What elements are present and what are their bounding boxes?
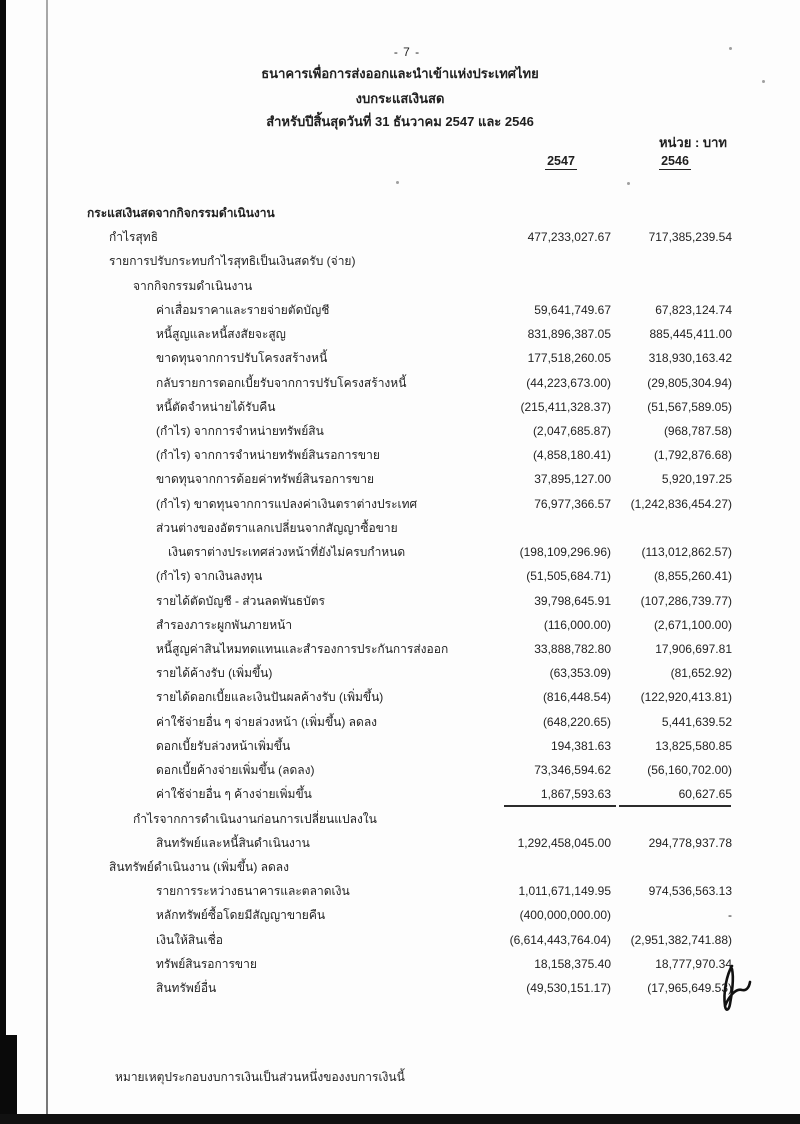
row-label: เงินตราต่างประเทศล่วงหน้าที่ยังไม่ครบกำหนด — [168, 545, 406, 560]
row-label: ค่าใช้จ่ายอื่น ๆ จ่ายล่วงหน้า (เพิ่มขึ้น) ลดลง — [156, 714, 378, 729]
table-row — [0, 831, 800, 855]
value-2546: 18,777,970.34 — [655, 956, 732, 971]
value-2546: (17,965,649.53) — [647, 981, 732, 996]
subtotal-rule-2547 — [504, 805, 616, 807]
row-label: กลับรายการดอกเบี้ยรับจากการปรับโครงสร้างหนี้ — [156, 375, 407, 390]
table-row — [0, 467, 800, 491]
value-2546: (56,160,702.00) — [647, 763, 732, 778]
row-label: ค่าใช้จ่ายอื่น ๆ ค้างจ่ายเพิ่มขึ้น — [156, 787, 312, 802]
value-2547: (51,505,684.71) — [526, 569, 611, 584]
value-2546: 318,930,163.42 — [648, 351, 732, 366]
row-label: รายได้ดอกเบี้ยและเงินปันผลค้างรับ (เพิ่มขึ้น) — [156, 690, 384, 705]
table-row — [0, 419, 800, 443]
value-2547: (215,411,328.37) — [520, 399, 611, 414]
row-label: ดอกเบี้ยรับล่วงหน้าเพิ่มขึ้น — [156, 738, 291, 753]
row-label: รายการระหว่างธนาคารและตลาดเงิน — [156, 884, 350, 899]
value-2547: (6,614,443,764.04) — [509, 932, 611, 947]
row-label: ดอกเบี้ยค้างจ่ายเพิ่มขึ้น (ลดลง) — [156, 763, 315, 778]
table-row — [0, 903, 800, 927]
value-2547: (198,109,296.96) — [519, 545, 611, 560]
value-2546: (122,920,413.81) — [640, 690, 732, 705]
row-label: หนี้สูญค่าสินไหมทดแทนและสำรองการประกันการส่งออก — [156, 641, 449, 656]
table-row — [0, 540, 800, 564]
row-label: หลักทรัพย์ซื้อโดยมีสัญญาขายคืน — [156, 908, 326, 923]
statement-title: งบกระแสเงินสด — [355, 91, 445, 106]
value-2547: 73,346,594.62 — [534, 763, 611, 778]
row-label: สินทรัพย์ดำเนินงาน (เพิ่มขึ้น) ลดลง — [109, 859, 290, 874]
table-row — [0, 928, 800, 952]
value-2547: 1,011,671,149.95 — [518, 884, 611, 899]
table-row — [0, 516, 800, 540]
value-2546: (968,787.58) — [663, 423, 732, 438]
row-label: ส่วนต่างของอัตราแลกเปลี่ยนจากสัญญาซื้อขาย — [156, 520, 398, 535]
row-label: (กำไร) จากเงินลงทุน — [156, 569, 263, 584]
table-row — [0, 395, 800, 419]
table-row — [0, 249, 800, 273]
value-2546: 5,920,197.25 — [661, 472, 732, 487]
value-2546: 294,778,937.78 — [648, 835, 732, 850]
table-row — [0, 274, 800, 298]
value-2547: (44,223,673.00) — [526, 375, 611, 390]
value-2546: 13,825,580.85 — [655, 738, 732, 753]
value-2546: 60,627.65 — [678, 787, 732, 802]
table-row — [0, 710, 800, 734]
value-2546: 5,441,639.52 — [661, 714, 732, 729]
table-row — [0, 589, 800, 613]
organization-title: ธนาคารเพื่อการส่งออกและนำเข้าแห่งประเทศไทย — [261, 66, 539, 81]
row-label: (กำไร) ขาดทุนจากการแปลงค่าเงินตราต่างประเทศ — [156, 496, 418, 511]
value-2546: (29,805,304.94) — [647, 375, 732, 390]
value-2547: 37,895,127.00 — [534, 472, 611, 487]
table-row — [0, 758, 800, 782]
scan-edge-left-bottom — [0, 1035, 17, 1124]
row-label: กระแสเงินสดจากกิจกรรมดำเนินงาน — [87, 206, 275, 220]
value-2547: 477,233,027.67 — [527, 230, 611, 245]
row-label: เงินให้สินเชื่อ — [156, 932, 223, 947]
table-row — [0, 976, 800, 1000]
value-2546: (2,951,382,741.88) — [630, 932, 732, 947]
table-row — [0, 492, 800, 516]
value-2547: (63,353.09) — [549, 666, 611, 681]
row-label: รายได้ตัดบัญชี - ส่วนลดพันธบัตร — [156, 593, 325, 608]
table-row — [0, 782, 800, 806]
value-2546: (113,012,862.57) — [641, 545, 732, 560]
value-2546: (8,855,260.41) — [653, 569, 732, 584]
value-2546: (1,792,876.68) — [653, 448, 732, 463]
row-label: ทรัพย์สินรอการขาย — [156, 956, 257, 971]
value-2547: (2,047,685.87) — [532, 423, 611, 438]
row-label: สำรองภาระผูกพันภายหน้า — [156, 617, 293, 632]
value-2546: (1,242,836,454.27) — [630, 496, 732, 511]
value-2546: (107,286,739.77) — [640, 593, 732, 608]
period-title: สำหรับปีสิ้นสุดวันที่ 31 ธันวาคม 2547 และ 2546 — [266, 114, 534, 129]
table-row — [0, 807, 800, 831]
value-2546: 717,385,239.54 — [648, 230, 732, 245]
table-row — [0, 346, 800, 370]
value-2547: 177,518,260.05 — [527, 351, 611, 366]
row-label: สินทรัพย์อื่น — [156, 981, 217, 996]
row-label: ขาดทุนจากการปรับโครงสร้างหนี้ — [156, 351, 328, 366]
value-2547: 1,867,593.63 — [540, 787, 611, 802]
table-row — [0, 564, 800, 588]
row-label: (กำไร) จากการจำหน่ายทรัพย์สิน — [156, 423, 324, 438]
row-label: รายการปรับกระทบกำไรสุทธิเป็นเงินสดรับ (จ่าย) — [109, 254, 356, 269]
column-header-2546: 2546 — [661, 154, 689, 168]
value-2547: 33,888,782.80 — [534, 641, 611, 656]
value-2547: 59,641,749.67 — [534, 302, 611, 317]
value-2547: 1,292,458,045.00 — [517, 835, 611, 850]
value-2546: 17,906,697.81 — [655, 641, 732, 656]
table-row — [0, 734, 800, 758]
value-2547: 39,798,645.91 — [534, 593, 611, 608]
value-2546: 885,445,411.00 — [649, 327, 732, 342]
footer-note: หมายเหตุประกอบงบการเงินเป็นส่วนหนึ่งของงบการเงินนี้ — [115, 1070, 405, 1084]
row-label: กำไรจากการดำเนินงานก่อนการเปลี่ยนแปลงใน — [133, 811, 377, 826]
value-2546: (2,671,100.00) — [653, 617, 732, 632]
table-row — [0, 322, 800, 346]
value-2547: (400,000,000.00) — [519, 908, 611, 923]
value-2547: 76,977,366.57 — [534, 496, 611, 511]
scan-edge-bottom — [0, 1114, 800, 1124]
row-label: หนี้สูญและหนี้สงสัยจะสูญ — [156, 327, 286, 342]
row-label: กำไรสุทธิ — [109, 230, 159, 245]
table-row — [0, 225, 800, 249]
unit-label: หน่วย : บาท — [658, 135, 727, 150]
table-row — [0, 613, 800, 637]
value-2547: (4,858,180.41) — [532, 448, 611, 463]
table-row — [0, 855, 800, 879]
table-row — [0, 201, 800, 225]
value-2546: - — [728, 908, 732, 923]
row-label: ค่าเสื่อมราคาและรายจ่ายตัดบัญชี — [156, 302, 330, 317]
value-2546: (51,567,589.05) — [647, 399, 732, 414]
value-2547: 831,896,387.05 — [527, 327, 611, 342]
scan-speck — [396, 181, 399, 184]
handwritten-initial-mark — [716, 964, 766, 1018]
row-label: (กำไร) จากการจำหน่ายทรัพย์สินรอการขาย — [156, 448, 380, 463]
page-number: - 7 - — [393, 45, 421, 59]
table-row — [0, 685, 800, 709]
table-row — [0, 443, 800, 467]
row-label: รายได้ค้างรับ (เพิ่มขึ้น) — [156, 666, 273, 681]
value-2547: 18,158,375.40 — [534, 956, 611, 971]
value-2547: 194,381.63 — [550, 738, 611, 753]
table-row — [0, 637, 800, 661]
table-row — [0, 371, 800, 395]
table-row — [0, 952, 800, 976]
value-2546: 974,536,563.13 — [648, 884, 732, 899]
table-row — [0, 298, 800, 322]
value-2547: (648,220.65) — [542, 714, 611, 729]
subtotal-rule-2546 — [619, 805, 731, 807]
value-2547: (816,448.54) — [542, 690, 611, 705]
value-2547: (116,000.00) — [543, 617, 611, 632]
column-header-2547: 2547 — [547, 154, 575, 168]
row-label: หนี้ตัดจำหน่ายได้รับคืน — [156, 399, 276, 414]
scan-speck — [627, 182, 630, 185]
table-row — [0, 879, 800, 903]
value-2546: 67,823,124.74 — [655, 302, 732, 317]
row-label: จากกิจกรรมดำเนินงาน — [133, 278, 253, 293]
row-label: ขาดทุนจากการด้อยค่าทรัพย์สินรอการขาย — [156, 472, 375, 487]
value-2546: (81,652.92) — [670, 666, 732, 681]
row-label: สินทรัพย์และหนี้สินดำเนินงาน — [156, 835, 310, 850]
table-row — [0, 661, 800, 685]
value-2547: (49,530,151.17) — [526, 981, 611, 996]
